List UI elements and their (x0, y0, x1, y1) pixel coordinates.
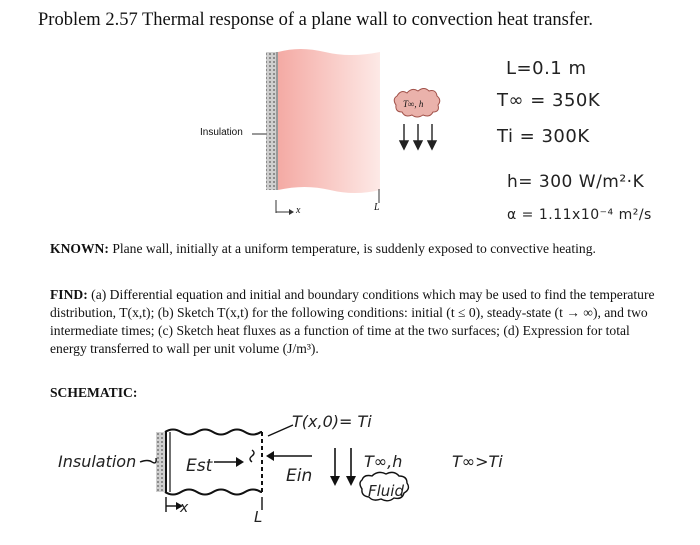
given-alpha: α = 1.11x10⁻⁴ m²/s (507, 207, 652, 223)
find-label: FIND: (50, 287, 88, 302)
x-axis-label: x (296, 205, 301, 216)
problem-title: Problem 2.57 Thermal response of a plane wall to convection heat transfer. (38, 10, 593, 30)
convection-arrows (400, 124, 436, 149)
schematic-insulation-label: Insulation (58, 452, 137, 471)
given-length: L=0.1 m (506, 58, 587, 79)
initial-condition-label: T(x,0)= Ti (292, 412, 372, 431)
tinf-h-schematic-label: T∞,h (364, 452, 403, 471)
insulation-strip (266, 52, 276, 190)
schematic-x-label: x (180, 500, 189, 516)
plane-wall (278, 49, 380, 193)
insulation-label: Insulation (200, 127, 243, 138)
schematic-L-label: L (254, 508, 263, 526)
fluid-label: Fluid (368, 482, 404, 500)
given-ti: Ti = 300K (497, 126, 590, 147)
find-paragraph (50, 286, 665, 358)
given-h: h= 300 W/m²·K (507, 172, 645, 192)
given-tinf: T∞ = 350K (497, 90, 601, 111)
est-label: Est (186, 456, 213, 476)
condition-label: T∞>Ti (452, 452, 503, 471)
find-text: (a) Differential equation and initial and boundary conditions which may be used to find the temperature distribution, T(x,t); (b) Sketch T(x,t) for the following conditions: initial (t ≤ 0), steady-state (t → ∞), and two intermediate times; (c) Sketch heat fluxes as a function of time at the two surfaces; (d) Expression for total energy transferred to wall per unit volume (J/m³). (50, 287, 655, 356)
known-label: KNOWN: (50, 241, 109, 256)
known-text: Plane wall, initially at a uniform temperature, is suddenly exposed to convective heating. (112, 241, 596, 256)
L-label: L (374, 202, 380, 213)
schematic-label: SCHEMATIC: (50, 385, 138, 400)
known-paragraph (50, 240, 680, 258)
tinf-h-label: T∞, h (403, 99, 424, 109)
ein-label: Ein (286, 466, 313, 486)
